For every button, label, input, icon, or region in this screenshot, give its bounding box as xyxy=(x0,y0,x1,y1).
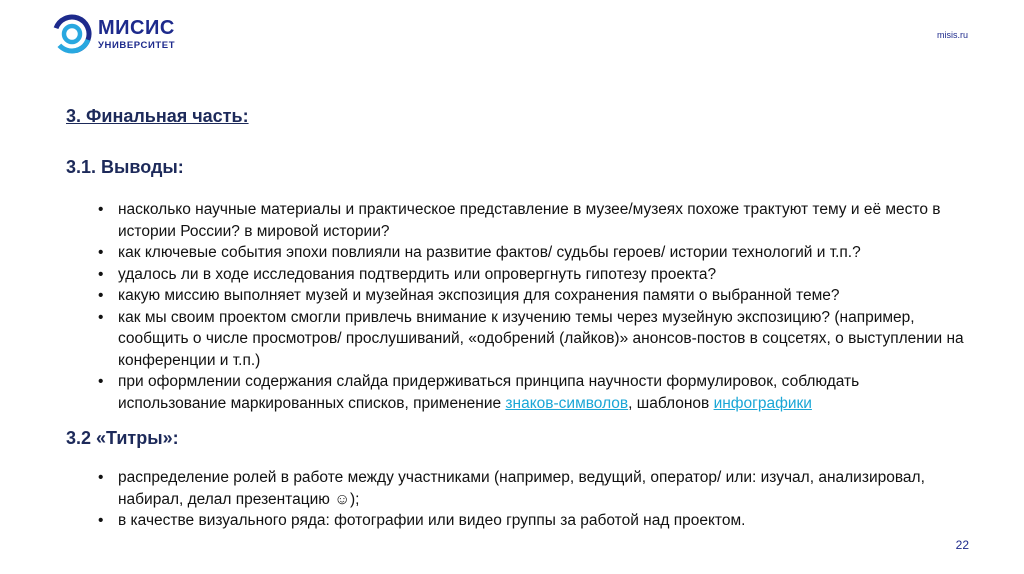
conclusions-list xyxy=(98,199,968,414)
list-item: • как мы своим проектом смогли привлечь внимание к изучению темы через музейную экспозицию? (например, сообщить о числе просмотров/ прослушиваний, «одобрений (лайков)» анонсов-постов в соцсетях, о выступлении на конференции и т.п.) xyxy=(98,307,968,372)
credits-title: 3.2 «Титры»: xyxy=(66,428,179,448)
list-item-text: , шаблонов xyxy=(628,394,714,412)
infographics-link[interactable]: инфографики xyxy=(713,394,812,412)
page-number: 22 xyxy=(955,538,969,552)
misis-logo xyxy=(52,14,175,54)
list-item: • распределение ролей в работе между участниками (например, ведущий, оператор/ или: изучал, анализировал, набирал, делал презентацию ☺); xyxy=(98,467,968,510)
credits-list xyxy=(98,467,968,532)
list-item xyxy=(98,371,968,414)
list-item: • насколько научные материалы и практическое представление в музее/музеях похоже трактуют тему и её место в истории России? в мировой истории? xyxy=(98,199,968,242)
list-item: • как ключевые события эпохи повлияли на развитие фактов/ судьбы героев/ истории технологий и т.п.? xyxy=(98,242,968,264)
symbols-link[interactable]: знаков-символов xyxy=(505,394,629,412)
list-item-text: при оформлении содержания слайда придерживаться принципа научности формулировок, соблюдать использование маркированных списков, применение xyxy=(118,373,860,412)
list-item: • какую миссию выполняет музей и музейная экспозиция для сохранения памяти о выбранной теме? xyxy=(98,285,968,307)
list-item: • удалось ли в ходе исследования подтвердить или опровергнуть гипотезу проекта? xyxy=(98,264,968,286)
logo-mark-icon xyxy=(52,14,92,54)
conclusions-title: 3.1. Выводы: xyxy=(66,157,184,177)
site-url: misis.ru xyxy=(937,30,968,40)
logo-name: МИСИС xyxy=(98,16,175,39)
logo-subtitle: УНИВЕРСИТЕТ xyxy=(98,39,176,51)
section-title: 3. Финальная часть: xyxy=(66,106,249,126)
list-item: • в качестве визуального ряда: фотографии или видео группы за работой над проектом. xyxy=(98,510,968,532)
